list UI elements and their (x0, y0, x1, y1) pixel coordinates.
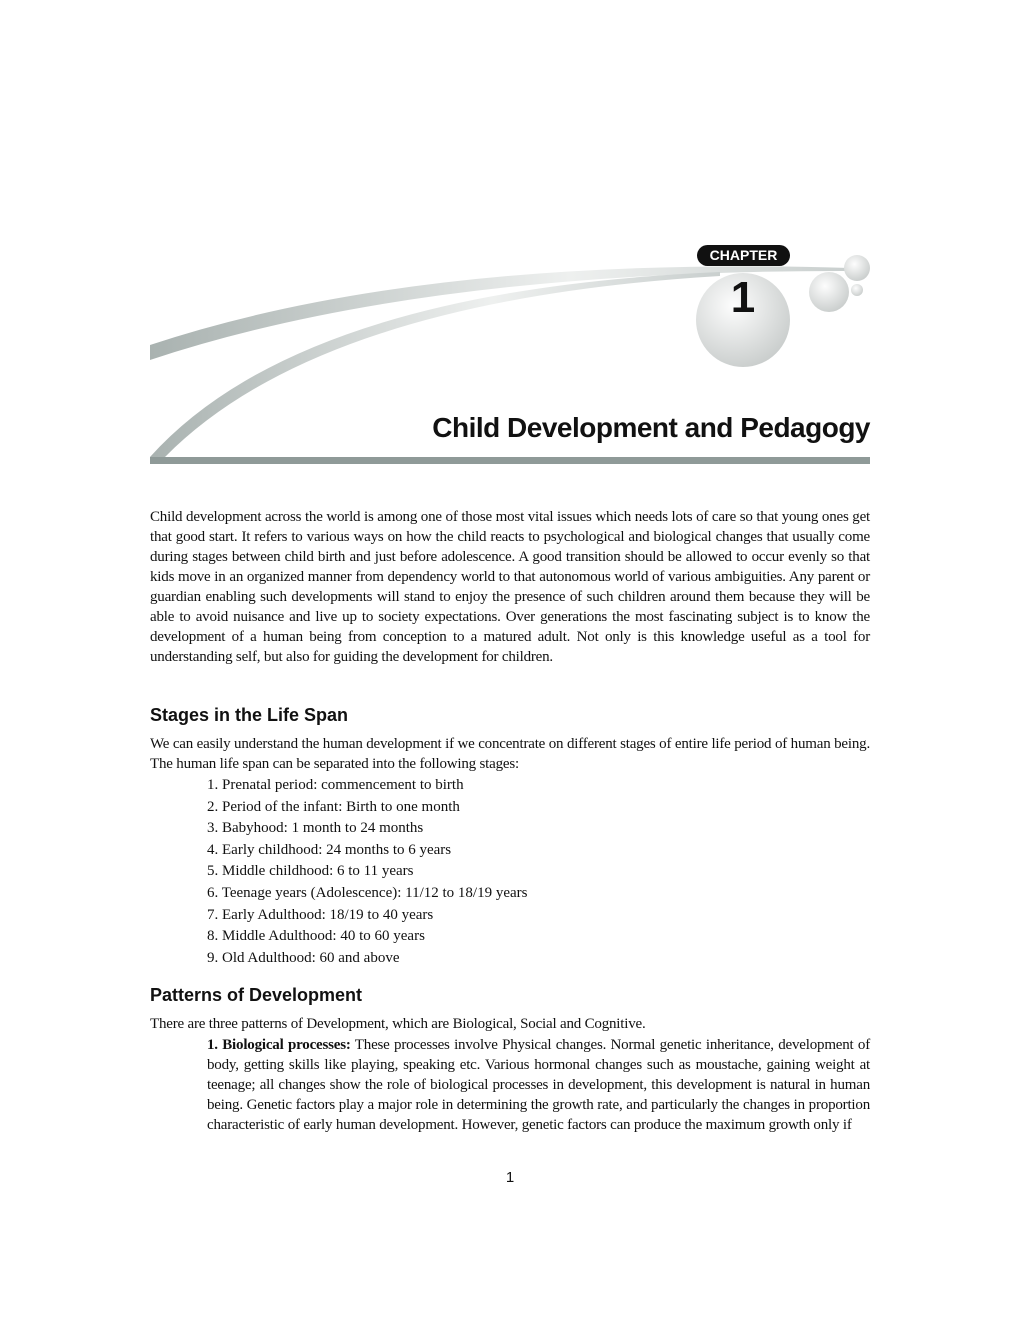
item-text: These processes involve Physical changes. Normal genetic inheritance, development of body, getting skills like playing, speaking etc. Various hormonal changes such as moustache, gaining weight at teenage; all changes show the role of biological processes in development, this development is natural in human being. Genetic factors play a major role in determining the growth rate, and particularly the changes in proportion characteristic of early human development. However, genetic factors can produce the maximum growth only if (207, 1037, 870, 1133)
list-item: 1. Prenatal period: commencement to birth (207, 777, 464, 793)
patterns-paragraph: There are three patterns of Development, which are Biological, Social and Cognitive. (150, 1016, 646, 1032)
intro-paragraph: Child development across the world is among one of those most vital issues which needs lots of care so that young ones get that good start. It refers to various ways on how the child reacts to psychological and biological changes that usually come during stages between child birth and just before adolescence. A good transition should be allowed to occur evenly so that kids move in an organized manner from dependency world to that autonomous world of various ambiguities. Any parent or guardian enabling such developments will stand to enjoy the presence of such children around them because they will be able to avoid nuisance and live up to society expectations. Over generations the most fascinating subject is to know the development of a human being from conception to a matured adult. Not only is this knowledge useful as a tool for understanding self, but also for guiding the development for children. (150, 509, 870, 665)
list-item: 3. Babyhood: 1 month to 24 months (207, 820, 424, 837)
list-item: 6. Teenage years (Adolescence): 11/12 to 18/19 years (207, 884, 528, 901)
list-item: 2. Period of the infant: Birth to one month (207, 798, 460, 815)
list-item: 7. Early Adulthood: 18/19 to 40 years (207, 906, 434, 923)
chapter-number: 1 (730, 273, 756, 322)
section-heading-stages: Stages in the Life Span (150, 705, 349, 725)
list-item: 4. Early childhood: 24 months to 6 years (207, 841, 452, 858)
section-heading-patterns: Patterns of Development (150, 985, 363, 1005)
stages-list (207, 775, 528, 969)
chapter-title: Child Development and Pedagogy (432, 412, 870, 443)
item-label: 1. Biological processes: (207, 1037, 351, 1053)
title-divider (150, 457, 870, 464)
page-number: 1 (505, 1169, 515, 1186)
chapter-swoosh-graphic (0, 0, 1020, 470)
list-item: 9. Old Adulthood: 60 and above (207, 949, 400, 966)
biological-processes-item (207, 1035, 870, 1135)
list-item: 8. Middle Adulthood: 40 to 60 years (207, 928, 425, 945)
list-item: 5. Middle childhood: 6 to 11 years (207, 863, 414, 880)
stages-paragraph: We can easily understand the human development if we concentrate on different stages of entire life period of human being. The human life span can be separated into the following stages: (150, 736, 870, 772)
chapter-label: CHAPTER (697, 245, 790, 266)
